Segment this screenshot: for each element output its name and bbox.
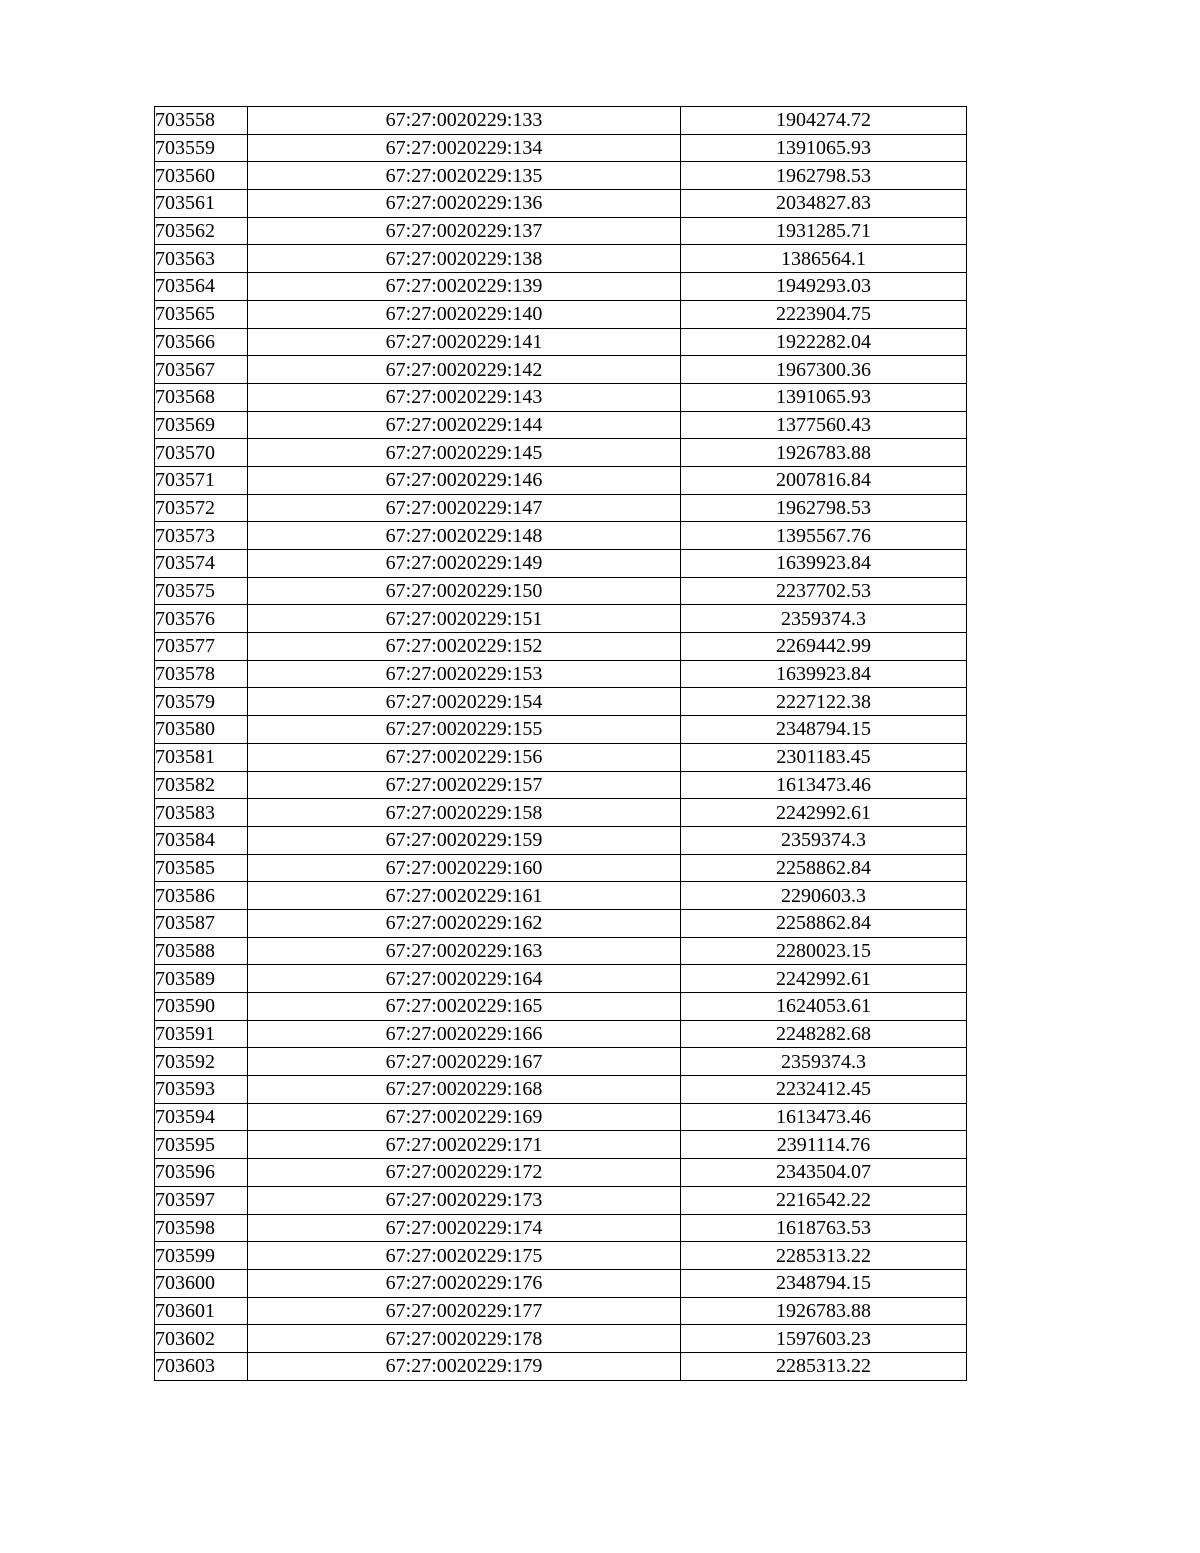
cadastral-value-cell: 2227122.38: [681, 688, 967, 716]
cadastral-number-cell: 67:27:0020229:145: [248, 439, 681, 467]
table-row: [155, 162, 967, 190]
table-row: [155, 273, 967, 301]
table-row: [155, 466, 967, 494]
row-number-cell: 703601: [155, 1297, 248, 1325]
table-row: [155, 1048, 967, 1076]
cadastral-number-cell: 67:27:0020229:165: [248, 993, 681, 1021]
cadastral-number-cell: 67:27:0020229:176: [248, 1269, 681, 1297]
table-row: [155, 1242, 967, 1270]
cadastral-value-cell: 1962798.53: [681, 162, 967, 190]
cadastral-number-cell: 67:27:0020229:178: [248, 1325, 681, 1353]
cadastral-number-cell: 67:27:0020229:172: [248, 1159, 681, 1187]
cadastral-number-cell: 67:27:0020229:139: [248, 273, 681, 301]
cadastral-number-cell: 67:27:0020229:171: [248, 1131, 681, 1159]
row-number-cell: 703572: [155, 494, 248, 522]
cadastral-number-cell: 67:27:0020229:154: [248, 688, 681, 716]
cadastral-value-cell: 1624053.61: [681, 993, 967, 1021]
cadastral-number-cell: 67:27:0020229:160: [248, 854, 681, 882]
cadastral-number-cell: 67:27:0020229:156: [248, 743, 681, 771]
table-row: [155, 550, 967, 578]
row-number-cell: 703603: [155, 1352, 248, 1380]
table-row: [155, 909, 967, 937]
row-number-cell: 703582: [155, 771, 248, 799]
row-number-cell: 703598: [155, 1214, 248, 1242]
table-row: [155, 577, 967, 605]
cadastral-value-cell: 2232412.45: [681, 1076, 967, 1104]
cadastral-value-cell: 1597603.23: [681, 1325, 967, 1353]
table-row: [155, 383, 967, 411]
row-number-cell: 703594: [155, 1103, 248, 1131]
row-number-cell: 703593: [155, 1076, 248, 1104]
cadastral-number-cell: 67:27:0020229:157: [248, 771, 681, 799]
table-row: [155, 190, 967, 218]
row-number-cell: 703599: [155, 1242, 248, 1270]
row-number-cell: 703597: [155, 1186, 248, 1214]
cadastral-value-cell: 1639923.84: [681, 550, 967, 578]
table-row: [155, 826, 967, 854]
table-row: [155, 771, 967, 799]
table-row: [155, 799, 967, 827]
cadastral-value-cell: 2242992.61: [681, 799, 967, 827]
cadastral-value-cell: 1618763.53: [681, 1214, 967, 1242]
row-number-cell: 703569: [155, 411, 248, 439]
row-number-cell: 703602: [155, 1325, 248, 1353]
row-number-cell: 703567: [155, 356, 248, 384]
table-row: [155, 633, 967, 661]
table-row: [155, 1020, 967, 1048]
cadastral-value-cell: 1391065.93: [681, 134, 967, 162]
row-number-cell: 703584: [155, 826, 248, 854]
row-number-cell: 703564: [155, 273, 248, 301]
row-number-cell: 703578: [155, 660, 248, 688]
table-row: [155, 134, 967, 162]
table-row: [155, 1159, 967, 1187]
cadastral-value-cell: 1613473.46: [681, 1103, 967, 1131]
row-number-cell: 703589: [155, 965, 248, 993]
table-row: [155, 854, 967, 882]
table-row: [155, 605, 967, 633]
cadastral-value-cell: 2301183.45: [681, 743, 967, 771]
table-row: [155, 245, 967, 273]
table-row: [155, 300, 967, 328]
cadastral-value-cell: 1926783.88: [681, 439, 967, 467]
row-number-cell: 703568: [155, 383, 248, 411]
cadastral-value-cell: 2223904.75: [681, 300, 967, 328]
table-row: [155, 743, 967, 771]
cadastral-value-cell: 2269442.99: [681, 633, 967, 661]
row-number-cell: 703576: [155, 605, 248, 633]
row-number-cell: 703562: [155, 217, 248, 245]
cadastral-value-cell: 2348794.15: [681, 716, 967, 744]
row-number-cell: 703580: [155, 716, 248, 744]
cadastral-value-cell: 2343504.07: [681, 1159, 967, 1187]
row-number-cell: 703581: [155, 743, 248, 771]
row-number-cell: 703573: [155, 522, 248, 550]
cadastral-value-cell: 1962798.53: [681, 494, 967, 522]
cadastral-number-cell: 67:27:0020229:164: [248, 965, 681, 993]
cadastral-number-cell: 67:27:0020229:138: [248, 245, 681, 273]
cadastral-value-cell: 2290603.3: [681, 882, 967, 910]
cadastral-number-cell: 67:27:0020229:166: [248, 1020, 681, 1048]
cadastral-value-cell: 2348794.15: [681, 1269, 967, 1297]
cadastral-value-cell: 1391065.93: [681, 383, 967, 411]
cadastral-value-cell: 2359374.3: [681, 826, 967, 854]
cadastral-number-cell: 67:27:0020229:148: [248, 522, 681, 550]
row-number-cell: 703590: [155, 993, 248, 1021]
table-row: [155, 1269, 967, 1297]
cadastral-number-cell: 67:27:0020229:146: [248, 466, 681, 494]
cadastral-number-cell: 67:27:0020229:133: [248, 107, 681, 135]
row-number-cell: 703592: [155, 1048, 248, 1076]
row-number-cell: 703586: [155, 882, 248, 910]
table-row: [155, 107, 967, 135]
cadastral-number-cell: 67:27:0020229:177: [248, 1297, 681, 1325]
table-row: [155, 882, 967, 910]
row-number-cell: 703570: [155, 439, 248, 467]
table-row: [155, 1186, 967, 1214]
row-number-cell: 703579: [155, 688, 248, 716]
cadastral-number-cell: 67:27:0020229:153: [248, 660, 681, 688]
cadastral-number-cell: 67:27:0020229:151: [248, 605, 681, 633]
row-number-cell: 703588: [155, 937, 248, 965]
table-body: [155, 107, 967, 1381]
cadastral-number-cell: 67:27:0020229:134: [248, 134, 681, 162]
cadastral-number-cell: 67:27:0020229:158: [248, 799, 681, 827]
table-row: [155, 1352, 967, 1380]
cadastral-number-cell: 67:27:0020229:136: [248, 190, 681, 218]
table-row: [155, 411, 967, 439]
table-row: [155, 660, 967, 688]
cadastral-number-cell: 67:27:0020229:168: [248, 1076, 681, 1104]
row-number-cell: 703587: [155, 909, 248, 937]
cadastral-number-cell: 67:27:0020229:143: [248, 383, 681, 411]
cadastral-number-cell: 67:27:0020229:159: [248, 826, 681, 854]
cadastral-value-cell: 2258862.84: [681, 909, 967, 937]
cadastral-number-cell: 67:27:0020229:152: [248, 633, 681, 661]
table-row: [155, 1325, 967, 1353]
cadastral-value-cell: 1967300.36: [681, 356, 967, 384]
cadastral-number-cell: 67:27:0020229:144: [248, 411, 681, 439]
cadastral-value-cell: 1386564.1: [681, 245, 967, 273]
cadastral-value-cell: 1613473.46: [681, 771, 967, 799]
table-row: [155, 328, 967, 356]
table-row: [155, 1103, 967, 1131]
cadastral-value-cell: 1949293.03: [681, 273, 967, 301]
cadastral-value-cell: 2280023.15: [681, 937, 967, 965]
cadastral-number-cell: 67:27:0020229:155: [248, 716, 681, 744]
cadastral-number-cell: 67:27:0020229:179: [248, 1352, 681, 1380]
table-row: [155, 522, 967, 550]
row-number-cell: 703571: [155, 466, 248, 494]
cadastral-number-cell: 67:27:0020229:149: [248, 550, 681, 578]
cadastral-value-cell: 2391114.76: [681, 1131, 967, 1159]
row-number-cell: 703566: [155, 328, 248, 356]
cadastral-number-cell: 67:27:0020229:173: [248, 1186, 681, 1214]
cadastral-number-cell: 67:27:0020229:169: [248, 1103, 681, 1131]
table-row: [155, 965, 967, 993]
row-number-cell: 703563: [155, 245, 248, 273]
row-number-cell: 703595: [155, 1131, 248, 1159]
cadastral-value-cell: 2007816.84: [681, 466, 967, 494]
row-number-cell: 703591: [155, 1020, 248, 1048]
cadastral-value-cell: 1931285.71: [681, 217, 967, 245]
cadastral-number-cell: 67:27:0020229:150: [248, 577, 681, 605]
table-row: [155, 1297, 967, 1325]
cadastral-value-cell: 2359374.3: [681, 1048, 967, 1076]
row-number-cell: 703559: [155, 134, 248, 162]
table-row: [155, 993, 967, 1021]
cadastral-value-cell: 2285313.22: [681, 1352, 967, 1380]
row-number-cell: 703585: [155, 854, 248, 882]
table-row: [155, 716, 967, 744]
row-number-cell: 703561: [155, 190, 248, 218]
cadastral-value-cell: 2242992.61: [681, 965, 967, 993]
cadastral-number-cell: 67:27:0020229:141: [248, 328, 681, 356]
table-row: [155, 494, 967, 522]
row-number-cell: 703596: [155, 1159, 248, 1187]
row-number-cell: 703565: [155, 300, 248, 328]
table-row: [155, 1214, 967, 1242]
cadastral-number-cell: 67:27:0020229:142: [248, 356, 681, 384]
cadastral-value-cell: 2285313.22: [681, 1242, 967, 1270]
cadastral-value-cell: 2258862.84: [681, 854, 967, 882]
cadastral-value-cell: 2359374.3: [681, 605, 967, 633]
cadastral-value-cell: 2216542.22: [681, 1186, 967, 1214]
cadastral-value-cell: 2034827.83: [681, 190, 967, 218]
cadastral-value-cell: 1639923.84: [681, 660, 967, 688]
cadastral-number-cell: 67:27:0020229:175: [248, 1242, 681, 1270]
cadastral-number-cell: 67:27:0020229:147: [248, 494, 681, 522]
cadastral-number-cell: 67:27:0020229:135: [248, 162, 681, 190]
cadastral-value-cell: 1926783.88: [681, 1297, 967, 1325]
cadastral-value-cell: 1395567.76: [681, 522, 967, 550]
table-row: [155, 937, 967, 965]
table-row: [155, 356, 967, 384]
row-number-cell: 703575: [155, 577, 248, 605]
table-row: [155, 1076, 967, 1104]
cadastral-value-cell: 2248282.68: [681, 1020, 967, 1048]
row-number-cell: 703577: [155, 633, 248, 661]
table-row: [155, 439, 967, 467]
cadastral-value-cell: 1922282.04: [681, 328, 967, 356]
cadastral-number-cell: 67:27:0020229:174: [248, 1214, 681, 1242]
row-number-cell: 703560: [155, 162, 248, 190]
cadastral-number-cell: 67:27:0020229:161: [248, 882, 681, 910]
cadastral-value-cell: 2237702.53: [681, 577, 967, 605]
cadastral-number-cell: 67:27:0020229:162: [248, 909, 681, 937]
row-number-cell: 703558: [155, 107, 248, 135]
row-number-cell: 703600: [155, 1269, 248, 1297]
row-number-cell: 703583: [155, 799, 248, 827]
row-number-cell: 703574: [155, 550, 248, 578]
cadastral-number-cell: 67:27:0020229:140: [248, 300, 681, 328]
table-row: [155, 1131, 967, 1159]
cadastral-value-cell: 1904274.72: [681, 107, 967, 135]
cadastral-number-cell: 67:27:0020229:163: [248, 937, 681, 965]
cadastral-value-table: [154, 106, 967, 1381]
table-row: [155, 217, 967, 245]
cadastral-value-cell: 1377560.43: [681, 411, 967, 439]
cadastral-number-cell: 67:27:0020229:137: [248, 217, 681, 245]
cadastral-number-cell: 67:27:0020229:167: [248, 1048, 681, 1076]
table-row: [155, 688, 967, 716]
